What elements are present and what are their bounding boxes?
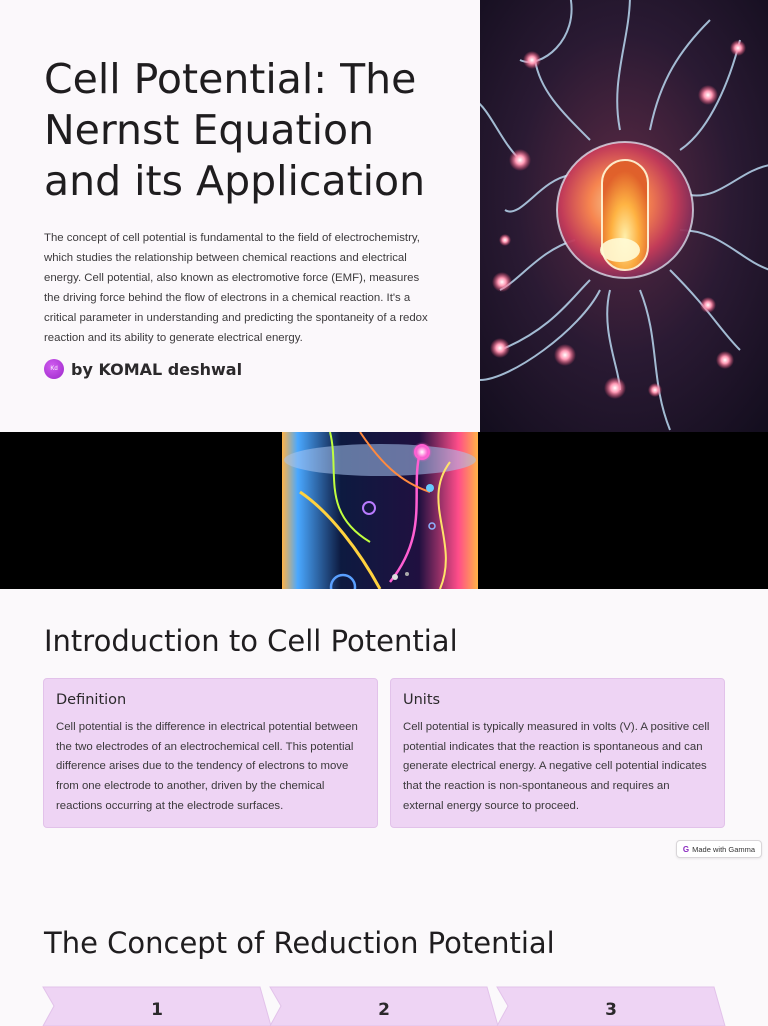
- definition-card: [43, 678, 378, 828]
- step-number-2: 2: [378, 1000, 390, 1020]
- units-card-text: Cell potential is typically measured in volts (V). A positive cell potential indicates that the reaction is spontaneous and can generate electrical energy. A negative cell potential indicates that the reaction is non-spontaneous and requires an external energy source to proceed.: [403, 721, 710, 812]
- avatar[interactable]: [44, 359, 64, 379]
- author-byline[interactable]: [44, 359, 242, 379]
- step-number-3: 3: [605, 1000, 617, 1020]
- step-chevron-3: [496, 986, 726, 1026]
- gamma-logo-icon: G: [682, 844, 690, 854]
- step-chevron-1: [42, 986, 272, 1026]
- made-with-gamma-label: Made with Gamma: [692, 844, 756, 854]
- step-chevron-2: [269, 986, 499, 1026]
- definition-card-title: Definition: [56, 692, 127, 708]
- step-number-1: 1: [151, 1000, 163, 1020]
- intro-paragraph: The concept of cell potential is fundamental to the field of electrochemistry, which studies the relationship between chemical reactions and electrical energy. Cell potential, also known as electromotive force (EMF), measures the driving force behind the flow of electrons in a chemical reaction. It's a critical parameter in understanding and predicting the spontaneity of a redox reaction and its ability to generate electrical energy.: [44, 232, 428, 344]
- test-tube-banner: [0, 432, 768, 589]
- page-title: Cell Potential: The Nernst Equation and its Application: [44, 55, 426, 205]
- reduction-potential-heading: The Concept of Reduction Potential: [44, 926, 555, 960]
- made-with-gamma-badge[interactable]: [676, 840, 762, 858]
- cell-illustration-svg: [480, 0, 768, 432]
- test-tube-illustration: [0, 432, 768, 589]
- units-card-title: Units: [403, 692, 441, 708]
- units-card: [390, 678, 725, 828]
- cell-illustration: [480, 0, 768, 432]
- introduction-heading: Introduction to Cell Potential: [44, 624, 458, 658]
- author-name: by KOMAL deshwal: [71, 359, 243, 379]
- avatar-initials: Kd: [50, 366, 58, 372]
- step-chevrons: [42, 986, 726, 1026]
- definition-card-text: Cell potential is the difference in electrical potential between the two electrodes of an electrochemical cell. This potential difference arises due to the tendency of electrons to move from one electrode to another, driven by the chemical reactions occurring at the electrode surfaces.: [56, 721, 358, 812]
